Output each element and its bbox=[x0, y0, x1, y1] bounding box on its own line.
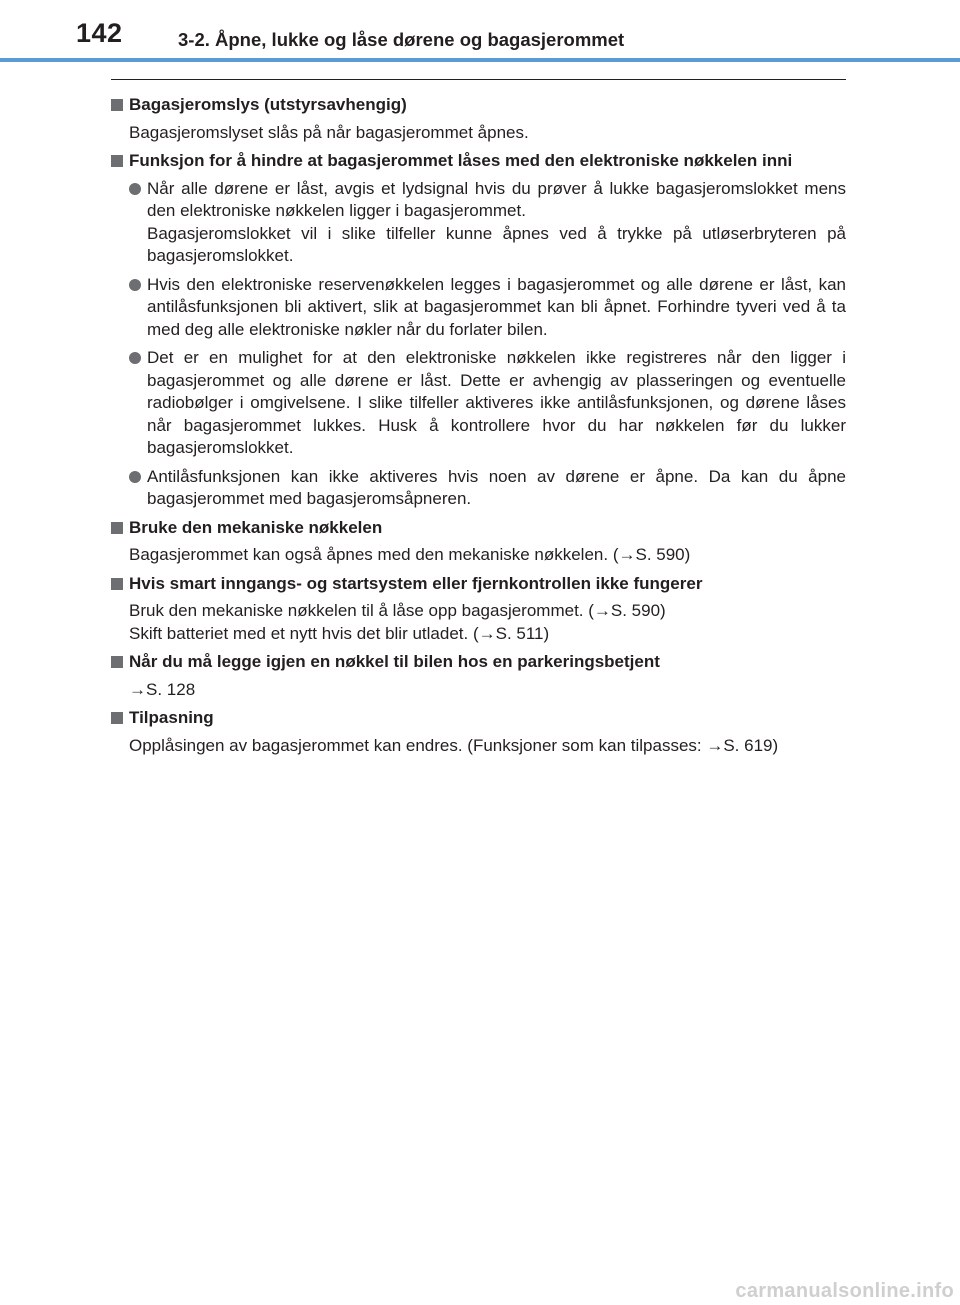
square-bullet-icon bbox=[111, 712, 123, 724]
header-rule bbox=[0, 58, 960, 62]
bullet-item bbox=[111, 178, 846, 268]
section-paragraph: Bagasjeromslyset slås på når bagasjerommet åpnes. bbox=[129, 122, 529, 142]
section-mechanical-key bbox=[111, 517, 846, 567]
circle-bullet-icon bbox=[129, 471, 141, 483]
bullet-text: Når alle dørene er låst, avgis et lydsignal hvis du prøver å lukke bagasjeromslokket mens den elektroniske nøkkelen ligger i bagasjerommet. bbox=[147, 178, 846, 220]
page-reference-link[interactable]: →S. 128 bbox=[129, 679, 196, 699]
paragraph-line: Bruk den mekaniske nøkkelen til å låse opp bagasjerommet. (→S. 590) bbox=[129, 601, 666, 620]
section-paragraph: Bagasjerommet kan også åpnes med den mekaniske nøkkelen. (→S. 590) bbox=[129, 545, 691, 564]
square-bullet-icon bbox=[111, 522, 123, 534]
section-heading-text: Når du må legge igjen en nøkkel til bilen hos en parkeringsbetjent bbox=[129, 652, 660, 671]
square-bullet-icon bbox=[111, 155, 123, 167]
section-trunk-light bbox=[111, 94, 846, 144]
bullet-text: Antilåsfunksjonen kan ikke aktiveres hvis noen av dørene er åpne. Da kan du åpne bagasjerommet med bagasjeromsåpneren. bbox=[147, 466, 846, 508]
section-heading-text: Funksjon for å hindre at bagasjerommet låses med den elektroniske nøkkelen inni bbox=[129, 151, 793, 170]
paragraph-line: Skift batteriet med et nytt hvis det blir utladet. (→S. 511) bbox=[129, 623, 550, 643]
section-heading-text: Hvis smart inngangs- og startsystem eller fjernkontrollen ikke fungerer bbox=[129, 573, 703, 593]
bullet-text: Bagasjeromslokket vil i slike tilfeller kunne åpnes ved å trykke på utløserbryteren på bagasjeromslokket. bbox=[147, 223, 846, 265]
section-customization bbox=[111, 707, 846, 757]
section-paragraph: Opplåsingen av bagasjerommet kan endres. (Funksjoner som kan tilpasses: →S. 619) bbox=[129, 735, 779, 755]
section-heading bbox=[111, 707, 846, 730]
bullet-text: Hvis den elektroniske reservenøkkelen legges i bagasjerommet og alle dørene er låst, kan antilåsfunksjonen bli aktivert, slik at bagasjerommet kan bli åpnet. Forhindre tyveri ved å ta med deg alle elektroniske nøkler når du forlater bilen. bbox=[147, 274, 846, 339]
section-key-lock-prevention bbox=[111, 150, 846, 511]
square-bullet-icon bbox=[111, 99, 123, 111]
circle-bullet-icon bbox=[129, 279, 141, 291]
page-header bbox=[0, 0, 960, 62]
circle-bullet-icon bbox=[129, 183, 141, 195]
bullet-text: Det er en mulighet for at den elektroniske nøkkelen ikke registreres når den ligger i bagasjerommet og alle dørene er låst. Dette er avhengig av plasseringen og eventuelle radiobølger i omgivelsene. I slike tilfeller aktiveres ikke antilåsfunksjonen, og dørene låses når bagasjerommet lukkes. Husk å kontrollere hvor du har nøkkelen før du lukker bagasjeromslokket. bbox=[147, 348, 846, 457]
section-heading-text: Bruke den mekaniske nøkkelen bbox=[129, 517, 383, 537]
section-heading bbox=[111, 94, 846, 117]
page-number: 142 bbox=[76, 18, 123, 48]
bullet-item bbox=[111, 466, 846, 511]
section-heading-text: Bagasjeromslys (utstyrsavhengig) bbox=[129, 95, 407, 114]
section-paragraph bbox=[111, 600, 846, 645]
section-heading bbox=[111, 150, 846, 173]
square-bullet-icon bbox=[111, 656, 123, 668]
bullet-item bbox=[111, 274, 846, 342]
bullet-item bbox=[111, 347, 846, 460]
page-content bbox=[111, 94, 846, 763]
section-heading bbox=[111, 573, 846, 596]
section-divider bbox=[111, 79, 846, 80]
square-bullet-icon bbox=[111, 578, 123, 590]
circle-bullet-icon bbox=[129, 352, 141, 364]
section-smart-entry-failure bbox=[111, 573, 846, 646]
section-heading-text: Tilpasning bbox=[129, 708, 214, 727]
section-heading bbox=[111, 517, 846, 540]
section-heading bbox=[111, 651, 846, 674]
chapter-title: 3-2. Åpne, lukke og låse dørene og bagasjerommet bbox=[178, 29, 625, 50]
watermark: carmanualsonline.info bbox=[735, 1280, 954, 1302]
section-parking-attendant bbox=[111, 651, 846, 701]
